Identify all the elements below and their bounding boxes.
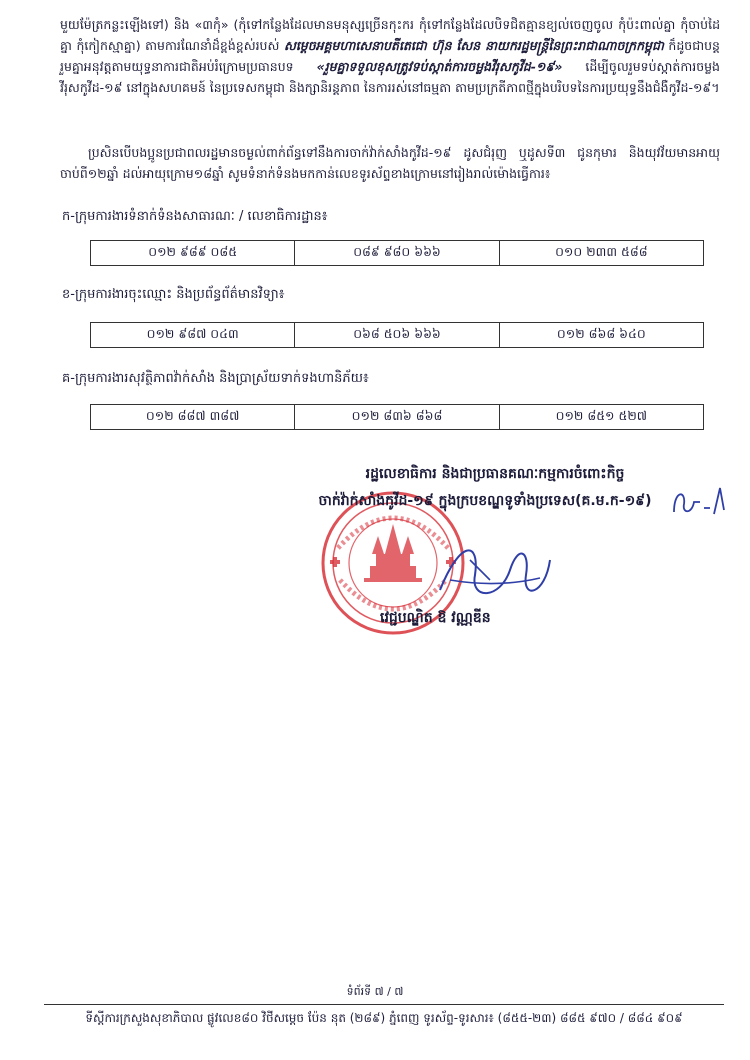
phone-number: ០៦៨ ៥០៦ ៦៦៦ xyxy=(295,323,499,348)
handwritten-signature xyxy=(430,530,560,610)
section-title-c: គ-ក្រុមការងារសុវត្ថិភាពវ៉ាក់សាំង និងប្រាស្រ័យទាក់ទងហានិភ័យ៖ xyxy=(62,371,369,386)
intro-paragraph xyxy=(60,14,720,98)
phone-number: ០១២ ៩៨៩ ០៨៥ xyxy=(91,241,295,266)
page-number: ទំព័រទី ៧ / ៧ xyxy=(346,985,404,998)
section-title-b: ខ-ក្រុមការងារចុះឈ្មោះ និងប្រព័ន្ធព័ត៌មានវិទ្យា៖ xyxy=(62,287,285,302)
phone-number: ០៨៩ ៩៨០ ៦៦៦ xyxy=(295,241,499,266)
intro-text-a: មួយម៉ែត្រកន្លះឡើងទៅ) និង «៣កុំ» (កុំទៅកន្លែងដែលមានមនុស្សច្រើនកុះករ កុំទៅកន្លែងដែលបិទជិតគ្មានខ្យល់ចេញចូល កុំប៉ះពាល់គ្នា កុំចាប់ដៃគ្នា កុំកៀកស្មាគ្នា) តាមការណែនាំដ៏ខ្ពង់ខ្ពស់របស់ xyxy=(60,17,720,53)
phone-number: ០១២ ៨៥១ ៥២៧ xyxy=(499,405,703,430)
signature-block xyxy=(250,464,720,512)
phone-number: ០១២ ៨៦៨ ៦៤០ xyxy=(499,323,703,348)
phone-number: ០១០ ២៣៣ ៥៨៨ xyxy=(499,241,703,266)
phone-table-b xyxy=(90,322,704,348)
signer-title-line2: ចាក់វ៉ាក់សាំងកូវីដ-១៩ ក្នុងក្របខណ្ឌទូទាំងប្រទេស(គ.ម.ក-១៩) xyxy=(318,493,652,509)
campaign-slogan: «រួមគ្នាទទួលខុសត្រូវទប់ស្កាត់ការចម្លងវីរុសកូវីដ-១៩» xyxy=(316,59,563,74)
table-row xyxy=(91,241,704,266)
intro-text-c: ក៏ដូចជាបន្តរួមគ្នាអនុវត្តតាមយុទ្ធនាការជាតិអប់រំក្រោមប្រធានបទ xyxy=(60,38,720,74)
signer-name: វេជ្ជបណ្ឌិត ឱ វណ្ណឌីន xyxy=(380,610,491,626)
phone-number: ០១២ ៨៨៧ ៣៨៧ xyxy=(91,405,295,430)
phone-table-a xyxy=(90,240,704,266)
phone-number: ០១២ ៩៨៧ ០៤៣ xyxy=(91,323,295,348)
footer-address: ទីស្តីការក្រសួងសុខាភិបាល ផ្លូវលេខ៨០ វិថីសម្តេច ប៉ែន នុត (២៨៩) ភ្នំពេញ ទូរស័ព្ទ-ទូរសារ៖ (៨៥៥-២៣) ៨៨៥ ៩៧០ / ៨៨៤ ៩០៩ xyxy=(85,1011,683,1025)
phone-number: ០១២ ៨៣៦ ៨៦៨ xyxy=(295,405,499,430)
pm-title-text: សម្តេចអគ្គមហាសេនាបតីតេជោ ហ៊ុន សែន នាយករដ្ឋមន្ត្រីនៃព្រះរាជាណាចក្រកម្ពុជា xyxy=(283,38,664,53)
contact-text: ប្រសិនបើបងប្អូនប្រជាពលរដ្ឋមានចម្ងល់ពាក់ព័ន្ធទៅនឹងការចាក់វ៉ាក់សាំងកូវីដ-១៩ ដូសជំរុញ ឬដូសទី៣ ជូនកុមារ និងយុវវ័យមានអាយុចាប់ពី១២ឆ្នាំ ដល់អាយុក្រោម១៨ឆ្នាំ សូមទំនាក់ទំនងមកកាន់លេខទូរស័ព្ទខាងក្រោមនៅរៀងរាល់ម៉ោងធ្វើការ៖ xyxy=(60,145,720,181)
footer-divider xyxy=(44,1004,724,1005)
phone-table-c xyxy=(90,404,704,430)
section-title-a: ក-ក្រុមការងារទំនាក់ទំនងសាធារណៈ / លេខាធិការដ្ឋាន៖ xyxy=(62,209,328,224)
contact-paragraph xyxy=(60,142,720,184)
table-row xyxy=(91,323,704,348)
table-row xyxy=(91,405,704,430)
signer-title-line1: រដ្ឋលេខាធិការ និងជាប្រធានគណៈកម្មការចំពោះកិច្ច xyxy=(365,466,625,482)
intro-text-e: ដើម្បីចូលរួមទប់ស្កាត់ការចម្លងវីរុសកូវីដ-១៩ នៅក្នុងសហគមន៍ នៃប្រទេសកម្ពុជា និងក្សានិរន្តភាព នៃការរស់នៅធម្មតា តាមប្រក្រតីភាពថ្មីក្នុងបរិបទនៃការប្រយុទ្ធនឹងជំងឺកូវីដ-១៩។ xyxy=(60,59,720,95)
